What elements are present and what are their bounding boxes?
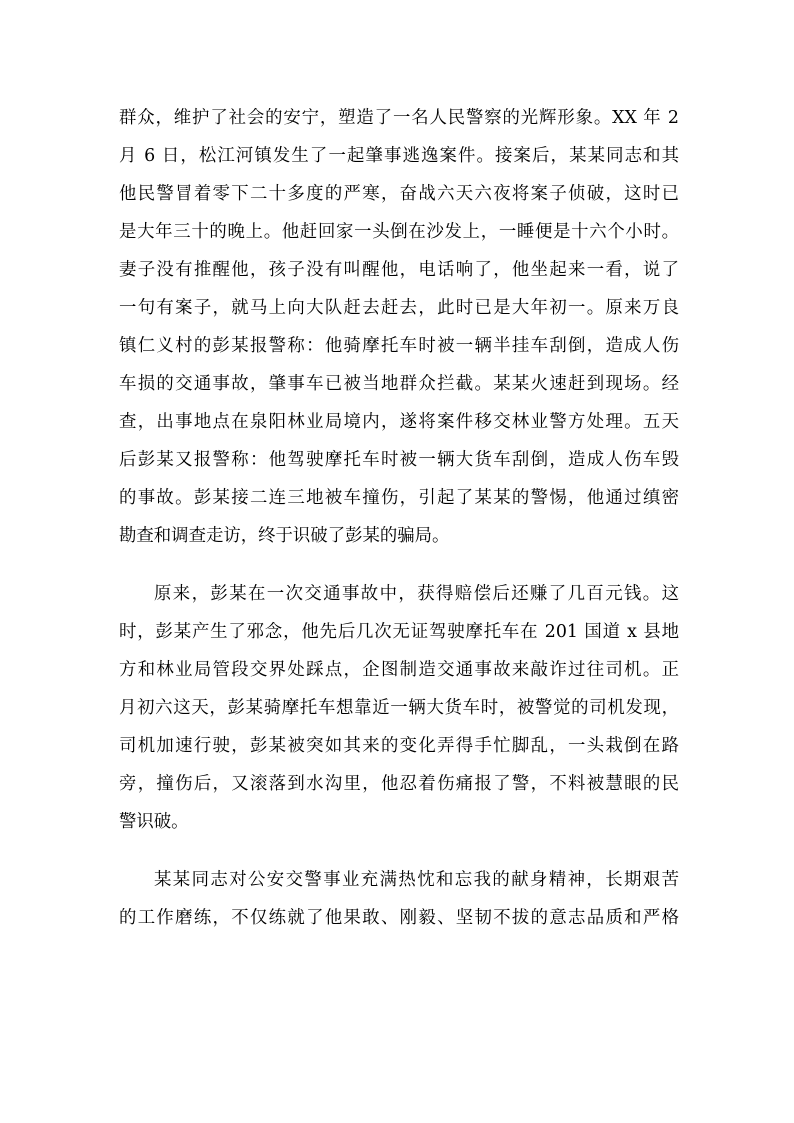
text-line: 妻子没有推醒他，孩子没有叫醒他，电话响了，他坐起来一看，说了: [119, 260, 679, 280]
text-line: 的事故。彭某接二连三地被车撞伤，引起了某某的警惕，他通过缜密: [119, 488, 679, 508]
text-line: 查，出事地点在泉阳林业局境内，遂将案件移交林业警方处理。五天: [119, 412, 679, 432]
text-line: 是大年三十的晚上。他赶回家一头倒在沙发上，一睡便是十六个小时。: [119, 222, 679, 242]
text-line: 司机加速行驶，彭某被突如其来的变化弄得手忙脚乱，一头栽倒在路: [119, 736, 679, 756]
text-line: 方和林业局管段交界处踩点，企图制造交通事故来敲诈过往司机。正: [119, 660, 679, 680]
text-line: 他民警冒着零下二十多度的严寒，奋战六天六夜将案子侦破，这时已: [119, 184, 679, 204]
text-line: 后彭某又报警称：他驾驶摩托车时被一辆大货车刮倒，造成人伤车毁: [119, 450, 679, 470]
text-line: 群众，维护了社会的安宁，塑造了一名人民警察的光辉形象。XX 年 2: [119, 108, 679, 128]
text-line: 月初六这天，彭某骑摩托车想靠近一辆大货车时，被警觉的司机发现，: [119, 698, 679, 718]
text-line: 某某同志对公安交警事业充满热忱和忘我的献身精神，长期艰苦: [154, 870, 679, 890]
text-line: 时，彭某产生了邪念，他先后几次无证驾驶摩托车在 201 国道 x 县地: [119, 622, 679, 642]
text-line: 月 6 日，松江河镇发生了一起肇事逃逸案件。接案后，某某同志和其: [119, 146, 679, 166]
text-line: 原来，彭某在一次交通事故中，获得赔偿后还赚了几百元钱。这: [154, 584, 679, 604]
text-line: 车损的交通事故，肇事车已被当地群众拦截。某某火速赶到现场。经: [119, 374, 679, 394]
text-line: 警识破。: [119, 812, 189, 832]
text-line: 旁，撞伤后，又滚落到水沟里，他忍着伤痛报了警，不料被慧眼的民: [119, 774, 679, 794]
text-line: 镇仁义村的彭某报警称：他骑摩托车时被一辆半挂车刮倒，造成人伤: [119, 336, 679, 356]
text-line: 勘查和调查走访，终于识破了彭某的骗局。: [119, 526, 450, 546]
text-line: 一句有案子，就马上向大队赶去赶去，此时已是大年初一。原来万良: [119, 298, 679, 318]
text-line: 的工作磨练，不仅练就了他果敢、刚毅、坚韧不拔的意志品质和严格: [119, 908, 679, 928]
